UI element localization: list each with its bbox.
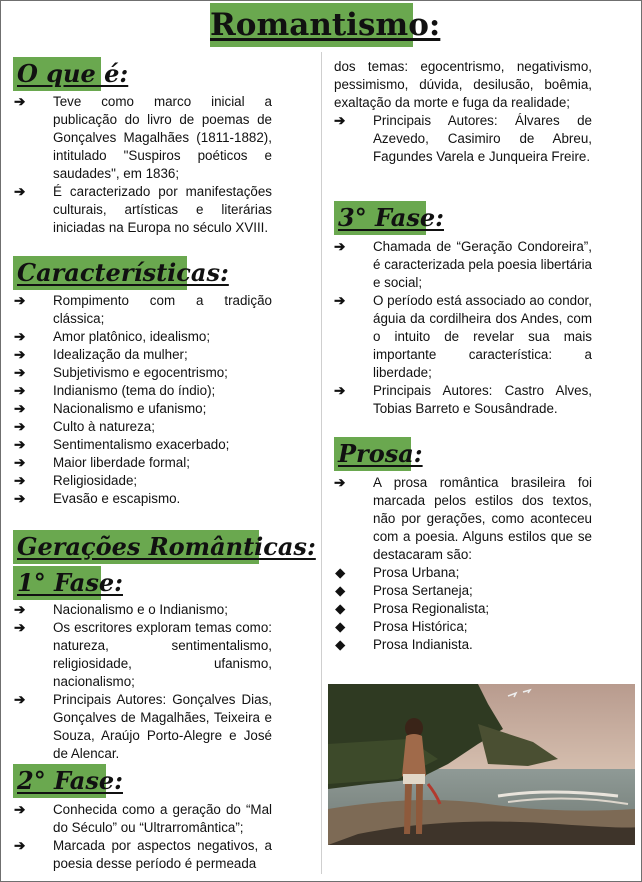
arrow-icon: ➔: [14, 455, 26, 470]
heading-fase-2: 2° Fase:: [13, 764, 106, 798]
list-item: ➔ Sentimentalismo exacerbado;: [14, 437, 230, 452]
list-item: ◆ Prosa Histórica;: [335, 619, 468, 634]
arrow-icon: ➔: [14, 602, 26, 617]
list-item: ➔ Evasão e escapismo.: [14, 491, 181, 506]
section-fase-2-continued: [334, 58, 592, 166]
paragraph-continued: dos temas: egocentrismo, negativismo, pessimismo, dúvida, desilusão, boêmia, exaltação da morte e fuga da realidade;: [334, 59, 592, 110]
list-item: ➔ Maior liberdade formal;: [14, 455, 190, 470]
list-item: ➔ Rompimento com a tradição clássica;: [14, 293, 272, 326]
list-item: ➔ É caracterizado por manifestações culturais, artísticas e literárias iniciadas na Europa no século XVIII.: [14, 184, 272, 235]
heading-geracoes-romanticas: Gerações Românticas:: [13, 530, 259, 564]
arrow-icon: ➔: [14, 401, 26, 416]
arrow-icon: ➔: [14, 184, 26, 199]
heading-fase-3: 3° Fase:: [334, 201, 426, 235]
list-item: ➔ Chamada de “Geração Condoreira”, é caracterizada pela poesia libertária e social;: [334, 239, 592, 290]
arrow-icon: ➔: [14, 802, 26, 817]
page-title: Romantismo:: [210, 3, 413, 47]
arrow-icon: ➔: [14, 437, 26, 452]
list-item: ➔ Culto à natureza;: [14, 419, 155, 434]
list-item: ➔ Os escritores exploram temas como: natureza, sentimentalismo, religiosidade, ufanismo, nacionalismo;: [14, 620, 272, 689]
section-fase-1: [14, 601, 272, 763]
arrow-icon: ➔: [14, 419, 26, 434]
arrow-icon: ➔: [14, 329, 26, 344]
arrow-icon: ➔: [334, 475, 346, 490]
heading-fase-1: 1° Fase:: [13, 566, 101, 600]
arrow-icon: ➔: [14, 365, 26, 380]
list-item: ➔ Subjetivismo e egocentrismo;: [14, 365, 228, 380]
arrow-icon: ➔: [14, 94, 26, 109]
diamond-bullet-icon: ◆: [335, 601, 346, 616]
list-item: ➔ Marcada por aspectos negativos, a poesia desse período é permeada: [14, 838, 272, 871]
heading-prosa: Prosa:: [334, 437, 411, 471]
diamond-bullet-icon: ◆: [335, 619, 346, 634]
list-item: ➔ Nacionalismo e o Indianismo;: [14, 602, 228, 617]
list-item: ➔ Principais Autores: Castro Alves, Tobias Barreto e Sousândrade.: [334, 383, 592, 416]
list-item: ➔ Principais Autores: Álvares de Azevedo, Casimiro de Abreu, Fagundes Varela e Junqueira Freire.: [334, 113, 592, 164]
list-item: ➔ Nacionalismo e ufanismo;: [14, 401, 207, 416]
arrow-icon: ➔: [334, 383, 346, 398]
diamond-bullet-icon: ◆: [335, 637, 346, 652]
list-item: ◆ Prosa Indianista.: [335, 637, 473, 652]
arrow-icon: ➔: [334, 293, 346, 308]
section-o-que-e: [14, 93, 272, 237]
list-item: ➔ Idealização da mulher;: [14, 347, 188, 362]
arrow-icon: ➔: [334, 239, 346, 254]
arrow-icon: ➔: [14, 383, 26, 398]
list-item: ◆ Prosa Sertaneja;: [335, 583, 473, 598]
section-fase-3: [334, 238, 592, 418]
arrow-icon: ➔: [334, 113, 346, 128]
list-item: ➔ O período está associado ao condor, águia da cordilheira dos Andes, com o intuito de revelar sua mais importante característica: a liberdade;: [334, 293, 592, 380]
list-item: ➔ A prosa romântica brasileira foi marcada pelos estilos dos textos, não por gerações, como aconteceu com a poesia. Alguns estilos que se destacaram são:: [334, 475, 592, 562]
arrow-icon: ➔: [14, 620, 26, 635]
column-divider: [321, 52, 322, 874]
arrow-icon: ➔: [14, 293, 26, 308]
list-item: ➔ Religiosidade;: [14, 473, 138, 488]
arrow-icon: ➔: [14, 838, 26, 853]
section-fase-2: [14, 801, 272, 873]
arrow-icon: ➔: [14, 491, 26, 506]
list-item: ➔ Indianismo (tema do índio);: [14, 383, 216, 398]
diamond-bullet-icon: ◆: [335, 583, 346, 598]
arrow-icon: ➔: [14, 347, 26, 362]
section-prosa: [334, 474, 592, 654]
arrow-icon: ➔: [14, 473, 26, 488]
heading-o-que-e: O que é:: [13, 57, 101, 91]
list-item: ◆ Prosa Regionalista;: [335, 601, 490, 616]
diamond-bullet-icon: ◆: [335, 565, 346, 580]
list-item: ➔ Conhecida como a geração do “Mal do Século” ou “Ultrarromântica”;: [14, 802, 272, 835]
painting-image: [328, 684, 635, 845]
section-caracteristicas: [14, 292, 272, 508]
list-item: ➔ Amor platônico, idealismo;: [14, 329, 211, 344]
list-item: ➔ Principais Autores: Gonçalves Dias, Gonçalves de Magalhães, Teixeira e Souza, Araújo Porto-Alegre e José de Alencar.: [14, 692, 272, 761]
heading-caracteristicas: Características:: [13, 256, 187, 290]
list-item: ◆ Prosa Urbana;: [335, 565, 460, 580]
arrow-icon: ➔: [14, 692, 26, 707]
list-item: ➔ Teve como marco inicial a publicação do livro de poemas de Gonçalves Magalhães (1811-1882), intitulado "Suspiros poéticos e saudades", em 1836;: [14, 94, 272, 181]
